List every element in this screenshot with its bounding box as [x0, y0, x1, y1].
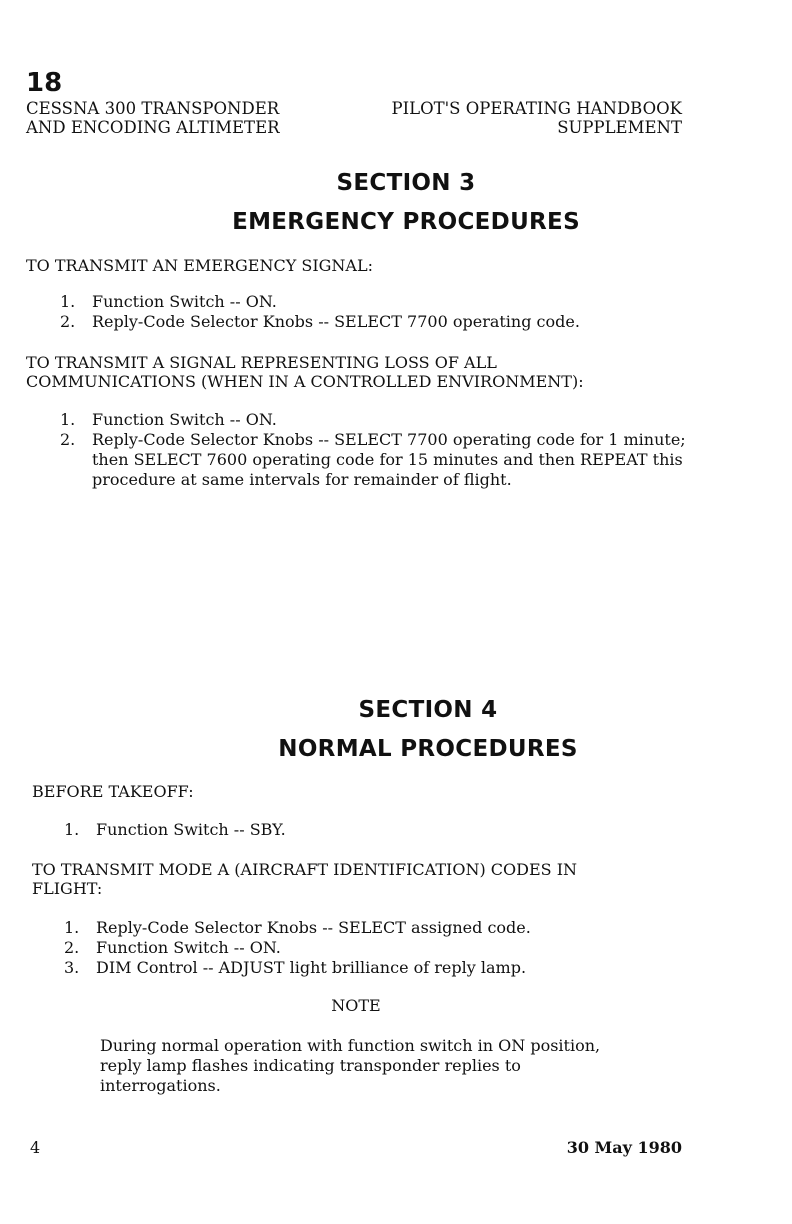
before-takeoff-heading: BEFORE TAKEOFF:	[32, 782, 194, 801]
list-item	[64, 938, 684, 958]
header-right	[392, 99, 682, 137]
step-text: DIM Control -- ADJUST light brilliance of reply lamp.	[96, 958, 527, 977]
step-number: 1.	[64, 820, 80, 839]
loss-comms-steps-list	[60, 410, 690, 490]
loss-comms-heading-line2: COMMUNICATIONS (WHEN IN A CONTROLLED ENVIRONMENT):	[26, 372, 584, 391]
section4-title: NORMAL PROCEDURES	[278, 736, 578, 762]
loss-comms-heading-line1: TO TRANSMIT A SIGNAL REPRESENTING LOSS OF ALL	[26, 353, 497, 372]
footer-page-number: 4	[30, 1138, 41, 1157]
step-number: 2.	[64, 938, 80, 957]
header-right-line2: SUPPLEMENT	[557, 118, 682, 137]
step-number: 1.	[60, 292, 76, 311]
step-number: 2.	[60, 430, 76, 449]
step-number: 1.	[64, 918, 80, 937]
list-item	[60, 292, 700, 312]
step-number: 2.	[60, 312, 76, 331]
note-title: NOTE	[331, 996, 381, 1015]
step-text: Reply-Code Selector Knobs -- SELECT 7700 operating code for 1 minute; then SELECT 7600 operating code for 15 minutes and then REPEAT this procedure at same intervals for remainder of flight.	[92, 430, 686, 489]
section3-heading: SECTION 3	[336, 170, 476, 196]
step-text: Function Switch -- ON.	[92, 292, 277, 311]
step-text: Function Switch -- ON.	[96, 938, 281, 957]
step-text: Function Switch -- SBY.	[96, 820, 286, 839]
step-text: Reply-Code Selector Knobs -- SELECT assigned code.	[96, 918, 531, 937]
list-item	[64, 820, 684, 840]
note-text: During normal operation with function switch in ON position, reply lamp flashes indicating transponder replies to interrogations.	[100, 1036, 601, 1095]
loss-comms-heading	[26, 353, 584, 391]
emergency-signal-heading: TO TRANSMIT AN EMERGENCY SIGNAL:	[26, 256, 373, 275]
mode-a-heading	[32, 860, 577, 898]
section3-title: EMERGENCY PROCEDURES	[232, 209, 580, 235]
step-text: Reply-Code Selector Knobs -- SELECT 7700 operating code.	[92, 312, 580, 331]
page-number: 18	[26, 68, 63, 98]
list-item	[60, 312, 700, 332]
step-text: Function Switch -- ON.	[92, 410, 277, 429]
section4-heading: SECTION 4	[358, 697, 498, 723]
mode-a-heading-line1: TO TRANSMIT MODE A (AIRCRAFT IDENTIFICATION) CODES IN	[32, 860, 578, 879]
takeoff-steps-list	[64, 820, 684, 840]
header-left	[26, 99, 280, 137]
header-right-line1: PILOT'S OPERATING HANDBOOK	[391, 99, 682, 118]
list-item	[60, 410, 690, 430]
list-item	[60, 430, 690, 490]
list-item	[64, 958, 684, 978]
list-item	[64, 918, 684, 938]
header-left-line1: CESSNA 300 TRANSPONDER	[26, 99, 280, 118]
step-number: 3.	[64, 958, 80, 977]
step-number: 1.	[60, 410, 76, 429]
footer-date: 30 May 1980	[566, 1138, 682, 1157]
mode-a-steps-list	[64, 918, 684, 978]
header-left-line2: AND ENCODING ALTIMETER	[26, 118, 280, 137]
emergency-steps-list	[60, 292, 700, 332]
mode-a-heading-line2: FLIGHT:	[32, 879, 103, 898]
